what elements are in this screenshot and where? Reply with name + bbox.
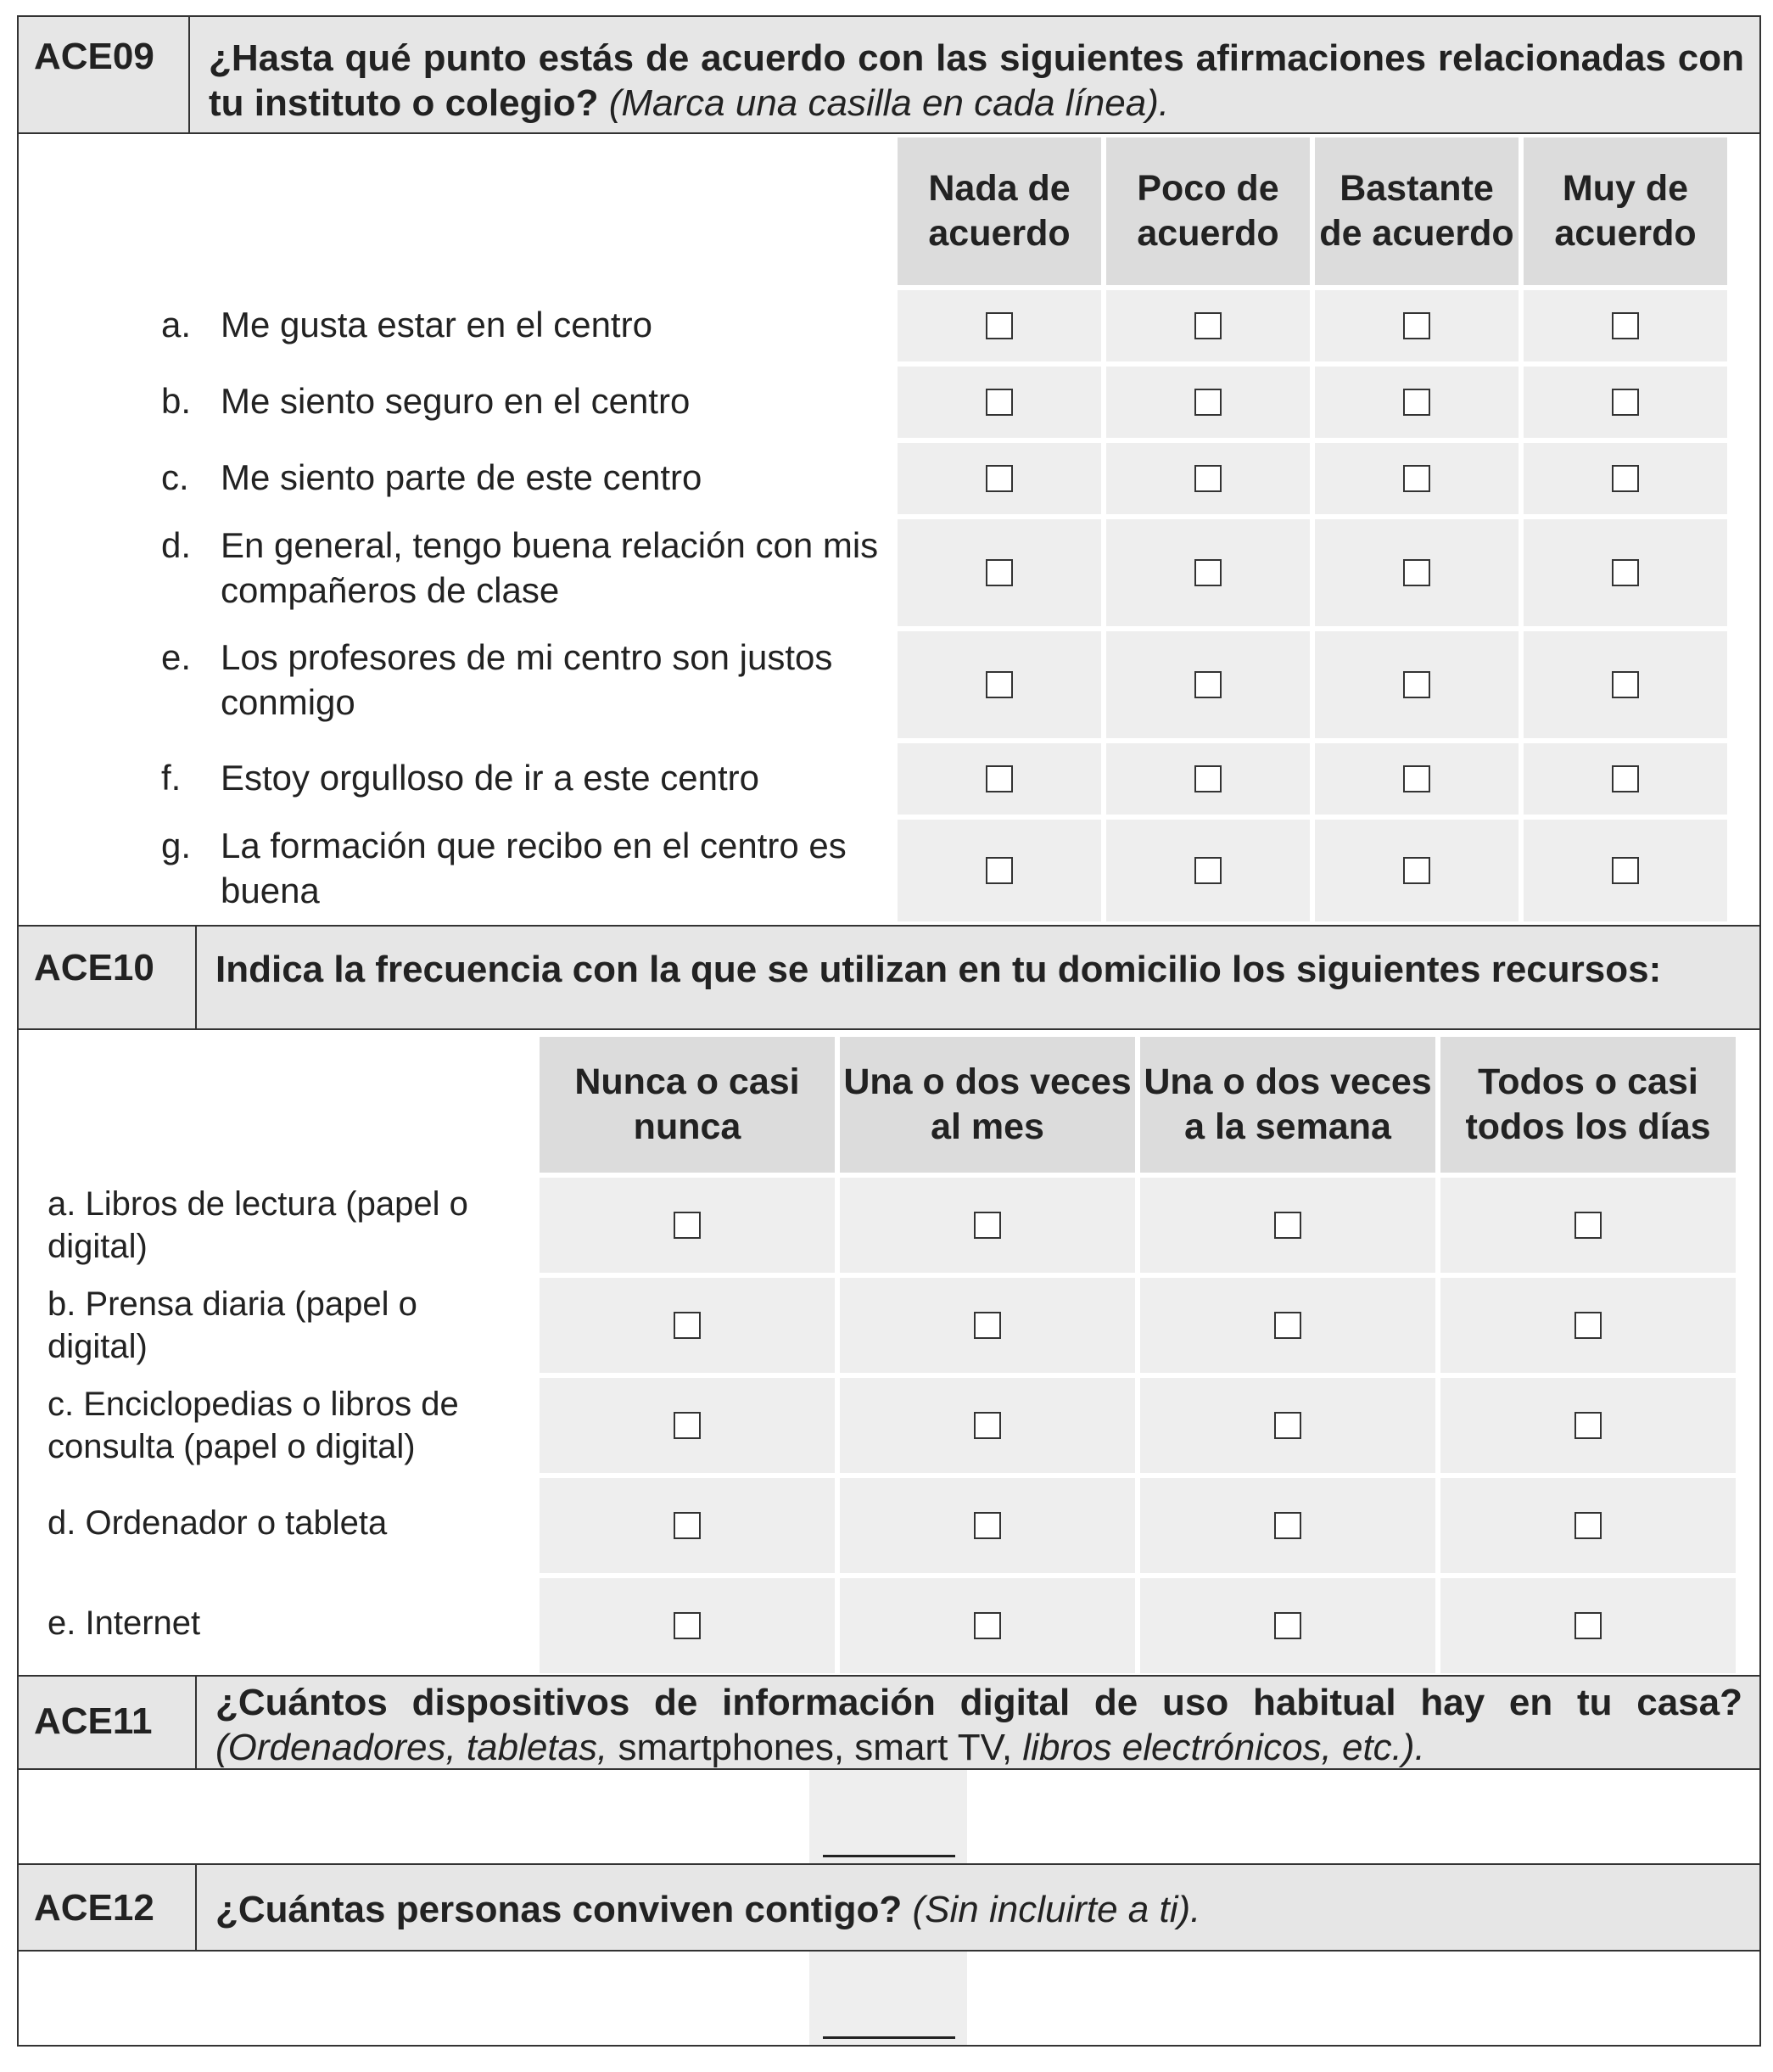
ace09-answer-cell — [1315, 820, 1519, 921]
ace09-question-hint: (Marca una casilla en cada línea). — [608, 82, 1170, 124]
checkbox[interactable] — [1274, 1412, 1301, 1439]
ace12-question — [215, 1887, 1742, 1932]
ace10-col-header: Todos o casi todos los días — [1440, 1037, 1736, 1173]
ace09-item-letter: a. — [161, 305, 192, 344]
ace09-item-label — [161, 755, 891, 826]
ace10-col-header: Una o dos veces a la semana — [1140, 1037, 1435, 1173]
ace09-item-letter: f. — [161, 758, 182, 798]
ace10-answer-cell — [1140, 1478, 1435, 1573]
ace10-answer-cell — [1140, 1378, 1435, 1473]
ace09-item-text: En general, tengo buena relación con mis compañeros de clase — [221, 525, 879, 610]
ace10-answer-cell — [1140, 1278, 1435, 1373]
ace09-answer-cell — [1315, 631, 1519, 738]
checkbox[interactable] — [1403, 559, 1430, 586]
checkbox[interactable] — [1612, 465, 1639, 492]
ace11-header-divider — [195, 1675, 197, 1770]
ace11-answer-line — [823, 1855, 955, 1857]
ace09-answer-cell — [898, 820, 1101, 921]
ace09-item-letter: b. — [161, 381, 192, 421]
ace09-item-letter: d. — [161, 525, 192, 565]
ace09-answer-cell — [1524, 631, 1727, 738]
ace09-answer-cell — [898, 367, 1101, 438]
ace10-answer-cell — [1140, 1578, 1435, 1673]
ace10-item-label: c. Enciclopedias o libros de consulta (papel o digital) — [48, 1386, 459, 1465]
checkbox[interactable] — [1612, 389, 1639, 416]
checkbox[interactable] — [1274, 1512, 1301, 1539]
checkbox[interactable] — [1194, 465, 1222, 492]
checkbox[interactable] — [1274, 1212, 1301, 1239]
checkbox[interactable] — [974, 1412, 1001, 1439]
checkbox[interactable] — [1274, 1312, 1301, 1339]
ace09-answer-cell — [898, 290, 1101, 361]
checkbox[interactable] — [1612, 857, 1639, 884]
ace12-id: ACE12 — [34, 1887, 154, 1929]
ace09-answer-cell — [1315, 290, 1519, 361]
ace10-answer-cell — [540, 1478, 835, 1573]
ace10-item-label: a. Libros de lectura (papel o digital) — [48, 1185, 468, 1265]
checkbox[interactable] — [1612, 312, 1639, 339]
checkbox[interactable] — [1612, 765, 1639, 792]
checkbox[interactable] — [1403, 765, 1430, 792]
checkbox[interactable] — [674, 1412, 701, 1439]
ace10-answer-cell — [840, 1378, 1135, 1473]
checkbox[interactable] — [1403, 671, 1430, 698]
ace09-item-label — [161, 635, 891, 742]
checkbox[interactable] — [974, 1312, 1001, 1339]
checkbox[interactable] — [1194, 559, 1222, 586]
ace09-answer-cell — [898, 631, 1101, 738]
ace10-answer-cell — [1440, 1178, 1736, 1273]
ace09-answer-cell — [1106, 519, 1310, 626]
ace09-answer-cell — [1315, 743, 1519, 815]
ace10-answer-cell — [1440, 1278, 1736, 1373]
ace09-item-text: Estoy orgulloso de ir a este centro — [221, 758, 760, 798]
ace10-item-label: d. Ordenador o tableta — [48, 1504, 388, 1542]
ace11-question — [215, 1680, 1742, 1770]
ace09-item-label — [161, 823, 891, 925]
checkbox[interactable] — [1274, 1612, 1301, 1639]
ace09-col-header: Nada de acuerdo — [898, 137, 1101, 285]
checkbox[interactable] — [674, 1612, 701, 1639]
checkbox[interactable] — [1574, 1612, 1602, 1639]
ace11-id: ACE11 — [34, 1700, 153, 1742]
checkbox[interactable] — [1403, 857, 1430, 884]
checkbox[interactable] — [1194, 765, 1222, 792]
ace11-answer-field[interactable] — [809, 1770, 967, 1863]
ace09-answer-cell — [1524, 743, 1727, 815]
ace09-id: ACE09 — [34, 36, 154, 77]
checkbox[interactable] — [674, 1312, 701, 1339]
ace09-item-letter: g. — [161, 826, 192, 865]
ace10-answer-cell — [840, 1478, 1135, 1573]
checkbox[interactable] — [986, 559, 1013, 586]
ace10-question-main: Indica la frecuencia con la que se utilizan en tu domicilio los siguientes recursos: — [215, 949, 1662, 990]
ace09-answer-cell — [1524, 820, 1727, 921]
checkbox[interactable] — [974, 1612, 1001, 1639]
checkbox[interactable] — [986, 765, 1013, 792]
ace10-answer-cell — [840, 1278, 1135, 1373]
ace10-id: ACE10 — [34, 947, 154, 988]
ace09-answer-cell — [1106, 743, 1310, 815]
ace10-header-divider — [195, 925, 197, 1030]
ace12-question-main: ¿Cuántas personas conviven contigo? — [215, 1889, 903, 1930]
ace10-col-header: Una o dos veces al mes — [840, 1037, 1135, 1173]
checkbox[interactable] — [1194, 857, 1222, 884]
ace09-col-header: Poco de acuerdo — [1106, 137, 1310, 285]
ace09-col-header: Muy de acuerdo — [1524, 137, 1727, 285]
ace12-answer-line — [823, 2036, 955, 2039]
checkbox[interactable] — [974, 1212, 1001, 1239]
ace10-answer-cell — [1440, 1378, 1736, 1473]
ace10-item-label: b. Prensa diaria (papel o digital) — [48, 1285, 417, 1365]
ace09-item-letter: e. — [161, 637, 192, 677]
ace09-answer-cell — [1106, 631, 1310, 738]
checkbox[interactable] — [1194, 671, 1222, 698]
ace09-answer-cell — [1106, 443, 1310, 514]
ace09-header-divider — [188, 15, 190, 134]
ace09-item-label — [161, 523, 891, 630]
ace09-answer-cell — [1106, 367, 1310, 438]
ace09-item-letter: c. — [161, 457, 189, 497]
ace12-header-divider — [195, 1863, 197, 1952]
ace10-answer-cell — [540, 1178, 835, 1273]
checkbox[interactable] — [1403, 465, 1430, 492]
ace12-question-hint: (Sin incluirte a ti). — [912, 1889, 1201, 1930]
checkbox[interactable] — [1574, 1212, 1602, 1239]
ace09-question — [209, 36, 1744, 126]
checkbox[interactable] — [986, 465, 1013, 492]
checkbox[interactable] — [1612, 671, 1639, 698]
checkbox[interactable] — [986, 389, 1013, 416]
checkbox[interactable] — [1574, 1512, 1602, 1539]
ace09-answer-cell — [1106, 290, 1310, 361]
ace09-col-header: Bastante de acuerdo — [1315, 137, 1519, 285]
ace09-answer-cell — [1315, 367, 1519, 438]
ace09-item-label — [161, 378, 891, 450]
ace10-answer-cell — [540, 1578, 835, 1673]
ace09-item-label — [161, 302, 891, 373]
ace09-answer-cell — [1524, 290, 1727, 361]
ace09-answer-cell — [1315, 443, 1519, 514]
checkbox[interactable] — [986, 857, 1013, 884]
ace09-question-main: ¿Hasta qué punto estás de acuerdo con las siguientes afirmaciones relacionadas con tu instituto o colegio? — [209, 37, 1744, 124]
checkbox[interactable] — [986, 671, 1013, 698]
ace10-question — [215, 947, 1751, 992]
ace09-item-text: Me gusta estar en el centro — [221, 305, 652, 344]
ace10-answer-cell — [840, 1178, 1135, 1273]
ace09-answer-cell — [1315, 519, 1519, 626]
ace11-question-hint-1: (Ordenadores, tabletas, — [215, 1727, 608, 1768]
checkbox[interactable] — [1574, 1412, 1602, 1439]
checkbox[interactable] — [1403, 389, 1430, 416]
ace09-answer-cell — [898, 743, 1101, 815]
ace10-answer-cell — [540, 1278, 835, 1373]
ace09-item-text: Me siento parte de este centro — [221, 457, 702, 497]
ace12-answer-field[interactable] — [809, 1952, 967, 2045]
checkbox[interactable] — [674, 1512, 701, 1539]
ace09-answer-cell — [1524, 367, 1727, 438]
ace10-item-label: e. Internet — [48, 1604, 201, 1642]
ace09-item-text: Me siento seguro en el centro — [221, 381, 691, 421]
ace10-col-header: Nunca o casi nunca — [540, 1037, 835, 1173]
ace10-answer-cell — [540, 1378, 835, 1473]
ace10-answer-cell — [1440, 1478, 1736, 1573]
ace11-question-hint-2: smartphones, smart TV, — [618, 1727, 1013, 1768]
ace10-answer-cell — [1440, 1578, 1736, 1673]
ace09-answer-cell — [898, 519, 1101, 626]
checkbox[interactable] — [1574, 1312, 1602, 1339]
ace10-answer-cell — [1140, 1178, 1435, 1273]
ace09-answer-cell — [898, 443, 1101, 514]
checkbox[interactable] — [1403, 312, 1430, 339]
checkbox[interactable] — [1194, 389, 1222, 416]
ace10-answer-cell — [840, 1578, 1135, 1673]
ace11-question-hint-3: libros electrónicos, etc.). — [1022, 1727, 1425, 1768]
ace09-item-label — [161, 455, 891, 526]
ace09-answer-cell — [1106, 820, 1310, 921]
ace09-item-text: Los profesores de mi centro son justos conmigo — [221, 637, 833, 722]
checkbox[interactable] — [1612, 559, 1639, 586]
checkbox[interactable] — [974, 1512, 1001, 1539]
checkbox[interactable] — [1194, 312, 1222, 339]
checkbox[interactable] — [986, 312, 1013, 339]
ace09-item-text: La formación que recibo en el centro es buena — [221, 826, 847, 910]
ace09-answer-cell — [1524, 519, 1727, 626]
ace09-answer-cell — [1524, 443, 1727, 514]
checkbox[interactable] — [674, 1212, 701, 1239]
ace11-question-main: ¿Cuántos dispositivos de información digital de uso habitual hay en tu casa? — [215, 1682, 1742, 1723]
